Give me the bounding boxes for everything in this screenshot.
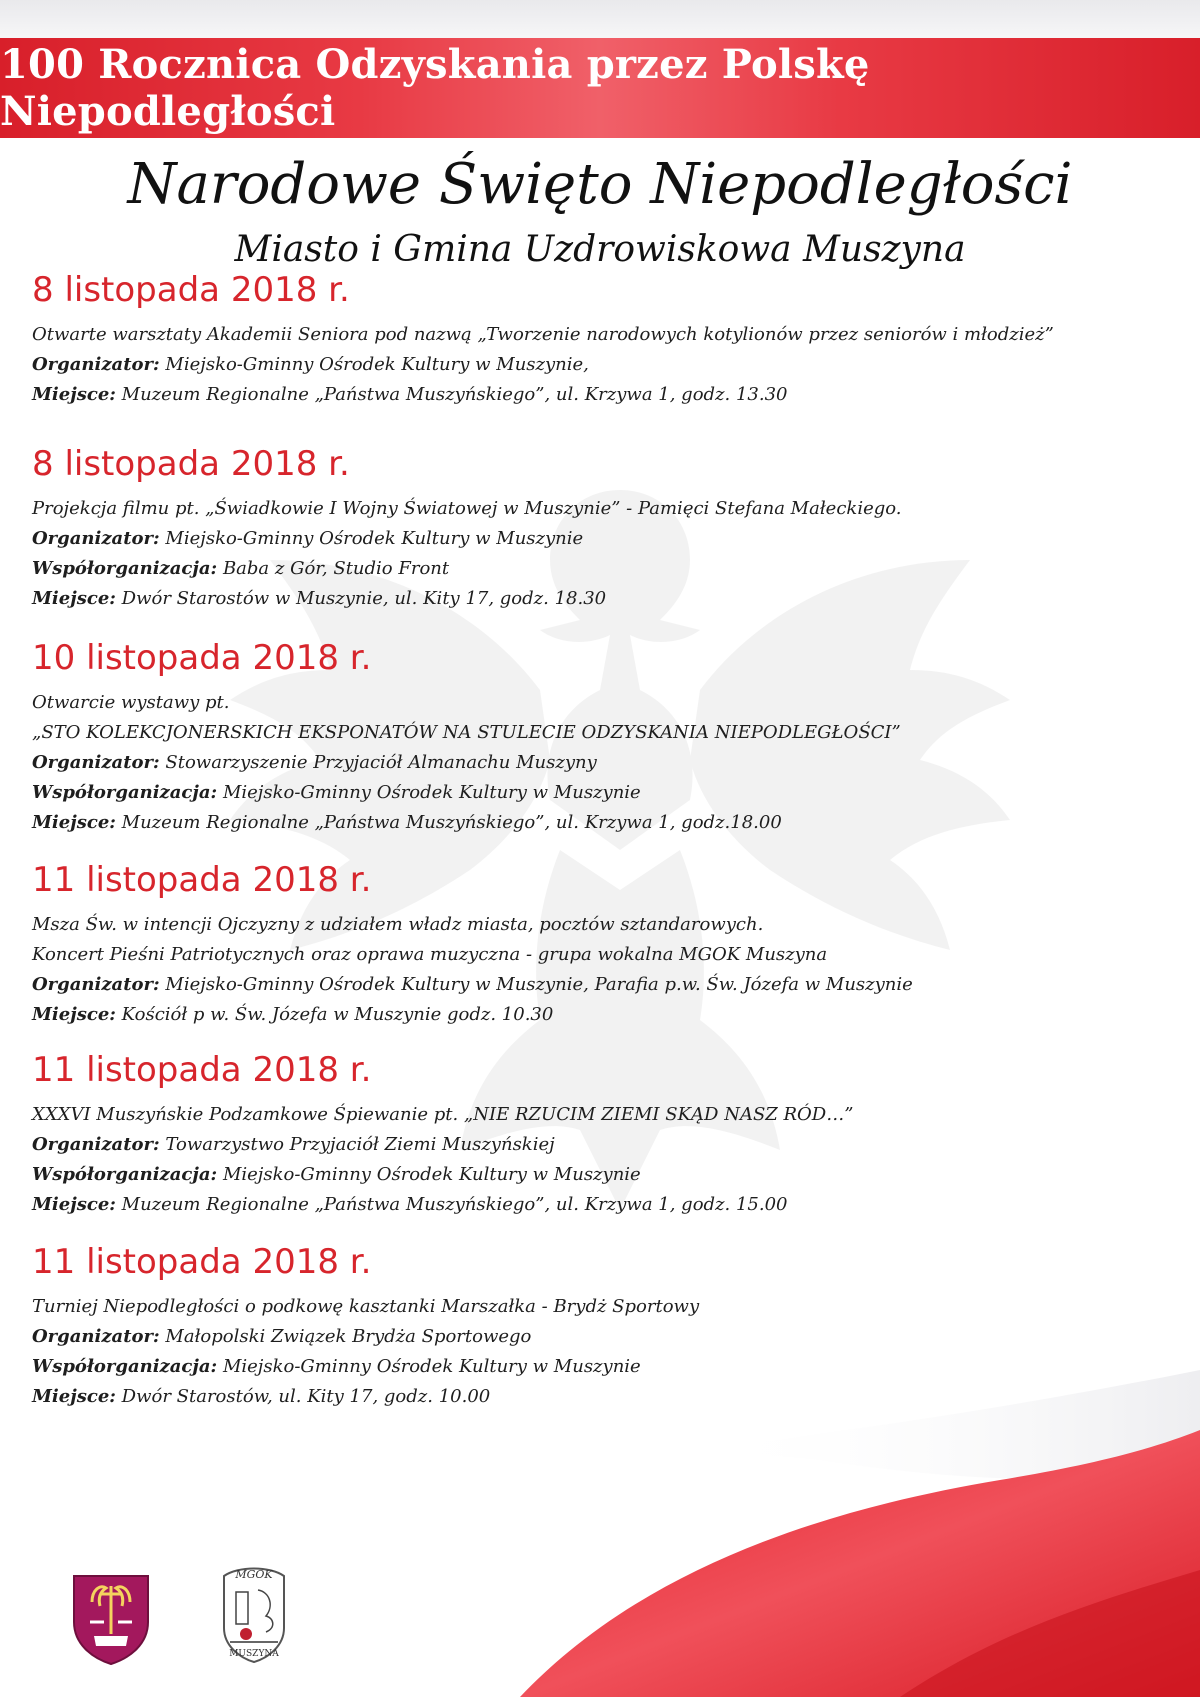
event-coorganizer <box>32 1160 1162 1190</box>
coorganizer-value: Miejsko-Gminny Ośrodek Kultury w Muszynie <box>222 782 641 803</box>
event-4 <box>32 858 1162 1030</box>
place-value: Muzeum Regionalne „Państwa Muszyńskiego”, ul. Krzywa 1, godz. 13.30 <box>121 384 788 405</box>
muszyna-coat-of-arms-icon <box>70 1572 152 1666</box>
organizer-value: Towarzystwo Przyjaciół Ziemi Muszyńskiej <box>165 1134 555 1155</box>
event-place <box>32 1190 1162 1220</box>
event-description: Turniej Niepodległości o podkowę kasztanki Marszałka - Brydż Sportowy <box>32 1296 700 1317</box>
place-value: Dwór Starostów, ul. Kity 17, godz. 10.00 <box>121 1386 491 1407</box>
page-title: Narodowe Święto Niepodległości <box>127 152 1073 217</box>
flag-wave <box>0 1370 1200 1697</box>
place-label: Miejsce: <box>32 812 116 833</box>
organizer-value: Małopolski Związek Brydża Sportowego <box>165 1326 532 1347</box>
event-2 <box>32 442 1162 614</box>
muszyna-logo-text: MUSZYNA <box>229 1649 279 1659</box>
header-banner <box>0 38 1200 138</box>
event-place <box>32 380 1162 410</box>
event-organizer <box>32 748 1162 778</box>
event-date: 10 listopada 2018 r. <box>32 638 372 678</box>
coorganizer-value: Miejsko-Gminny Ośrodek Kultury w Muszynie <box>222 1164 641 1185</box>
organizer-label: Organizator: <box>32 354 160 375</box>
event-description: Msza Św. w intencji Ojczyzny z udziałem władz miasta, pocztów sztandarowych. <box>32 914 764 935</box>
place-value: Dwór Starostów w Muszynie, ul. Kity 17, godz. 18.30 <box>121 588 607 609</box>
page-subtitle: Miasto i Gmina Uzdrowiskowa Muszyna <box>234 229 966 270</box>
top-background <box>0 0 1200 40</box>
event-organizer <box>32 970 1162 1000</box>
coorganizer-value: Baba z Gór, Studio Front <box>222 558 450 579</box>
organizer-value: Miejsko-Gminny Ośrodek Kultury w Muszynie <box>165 528 584 549</box>
event-coorganizer <box>32 1352 1162 1382</box>
organizer-label: Organizator: <box>32 1326 160 1347</box>
event-description: Otwarte warsztaty Akademii Seniora pod nazwą „Tworzenie narodowych kotylionów przez seniorów i młodzież” <box>32 324 1054 345</box>
event-5 <box>32 1048 1162 1220</box>
organizer-value: Miejsko-Gminny Ośrodek Kultury w Muszynie, <box>165 354 589 375</box>
event-date: 11 listopada 2018 r. <box>32 1242 372 1282</box>
coorganizer-label: Współorganizacja: <box>32 1356 218 1377</box>
event-description: Otwarcie wystawy pt. <box>32 692 230 713</box>
organizer-label: Organizator: <box>32 974 160 995</box>
event-date: 11 listopada 2018 r. <box>32 860 372 900</box>
event-place <box>32 1382 1162 1412</box>
event-organizer <box>32 350 1162 380</box>
coorganizer-label: Współorganizacja: <box>32 1164 218 1185</box>
place-label: Miejsce: <box>32 1194 116 1215</box>
event-date: 8 listopada 2018 r. <box>32 444 350 484</box>
event-place <box>32 1000 1162 1030</box>
coorganizer-value: Miejsko-Gminny Ośrodek Kultury w Muszynie <box>222 1356 641 1377</box>
organizer-value: Stowarzyszenie Przyjaciół Almanachu Muszyny <box>165 752 597 773</box>
event-date: 8 listopada 2018 r. <box>32 270 350 310</box>
place-label: Miejsce: <box>32 588 116 609</box>
coorganizer-label: Współorganizacja: <box>32 558 218 579</box>
place-label: Miejsce: <box>32 1386 116 1407</box>
event-place <box>32 808 1162 838</box>
event-coorganizer <box>32 554 1162 584</box>
place-label: Miejsce: <box>32 1004 116 1025</box>
event-organizer <box>32 524 1162 554</box>
event-organizer <box>32 1130 1162 1160</box>
place-value: Muzeum Regionalne „Państwa Muszyńskiego”, ul. Krzywa 1, godz.18.00 <box>121 812 782 833</box>
organizer-label: Organizator: <box>32 1134 160 1155</box>
event-description: Koncert Pieśni Patriotycznych oraz oprawa muzyczna - grupa wokalna MGOK Muszyna <box>32 944 828 965</box>
event-organizer <box>32 1322 1162 1352</box>
organizer-label: Organizator: <box>32 752 160 773</box>
coorganizer-label: Współorganizacja: <box>32 782 218 803</box>
mgok-muszyna-logo-icon <box>218 1562 290 1666</box>
place-value: Muzeum Regionalne „Państwa Muszyńskiego”, ul. Krzywa 1, godz. 15.00 <box>121 1194 788 1215</box>
mgok-logo-text: MGOK <box>235 1568 273 1581</box>
banner-title: 100 Rocznica Odzyskania przez Polskę Niepodległości <box>0 41 870 135</box>
event-3 <box>32 636 1162 838</box>
event-description: Projekcja filmu pt. „Świadkowie I Wojny Światowej w Muszynie” - Pamięci Stefana Małeckiego. <box>32 498 902 519</box>
place-label: Miejsce: <box>32 384 116 405</box>
organizer-value: Miejsko-Gminny Ośrodek Kultury w Muszynie, Parafia p.w. Św. Józefa w Muszynie <box>165 974 913 995</box>
event-1 <box>32 268 1162 410</box>
event-date: 11 listopada 2018 r. <box>32 1050 372 1090</box>
event-6 <box>32 1240 1162 1412</box>
event-description: XXXVI Muszyńskie Podzamkowe Śpiewanie pt. „NIE RZUCIM ZIEMI SKĄD NASZ RÓD…” <box>32 1104 854 1125</box>
organizer-label: Organizator: <box>32 528 160 549</box>
place-value: Kościół p w. Św. Józefa w Muszynie godz. 10.30 <box>121 1004 554 1025</box>
event-place <box>32 584 1162 614</box>
event-coorganizer <box>32 778 1162 808</box>
event-description: „STO KOLEKCJONERSKICH EKSPONATÓW NA STULECIE ODZYSKANIA NIEPODLEGŁOŚCI” <box>32 722 901 743</box>
